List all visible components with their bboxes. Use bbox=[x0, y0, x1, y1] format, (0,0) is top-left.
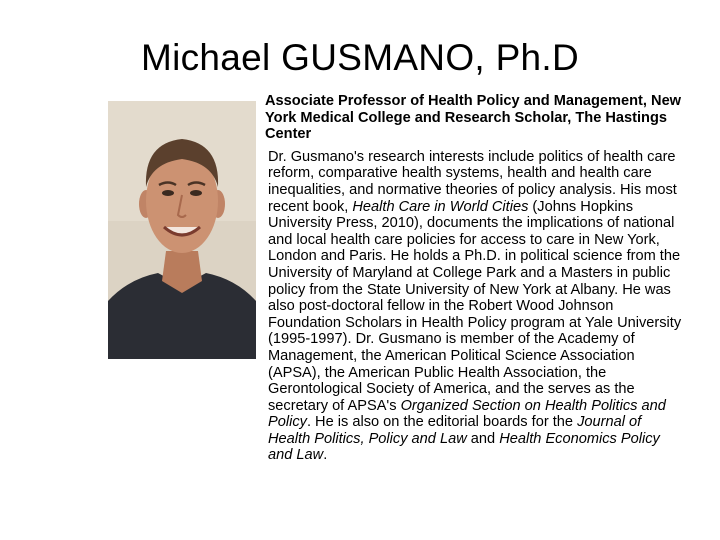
bio-text: . He is also on the editorial boards for the bbox=[306, 414, 578, 431]
bio-text: Dr. Gusmano's research interests include politics of health care reform, comparative health systems, health and health care inequalities, and normative theories of policy analysis. His most recent book, bbox=[268, 148, 677, 215]
journal2-title: Health Economics Policy and Law bbox=[268, 430, 660, 464]
bio-text: (Johns Hopkins University Press, 2010), documents the implications of national and local health care policies for access to care in New York, London and Paris. He holds a Ph.D. in political science from the University of Maryland at College Park and a Masters in public policy from the State University of New York at Albany. He was also post-doctoral fellow in the Robert Wood Johnson Foundation Scholars in Health Policy program at Yale University (1995-1997). Dr. Gusmano is member of the Academy of Management, the American Political Science Association (APSA), the American Public Health Association, the Gerontological Society of America, and the serves as the secretary of APSA's bbox=[268, 198, 682, 414]
bio-paragraph bbox=[265, 149, 683, 464]
bio-text: . bbox=[323, 447, 328, 464]
journal-title: Journal of Health Politics, Policy and Law bbox=[268, 414, 642, 447]
book-title: Health Care in World Cities bbox=[352, 198, 529, 215]
portrait-photo bbox=[108, 101, 256, 359]
slide-title: Michael GUSMANO, Ph.D bbox=[140, 37, 580, 78]
portrait-photo-icon bbox=[108, 101, 256, 359]
bio-text: and bbox=[466, 430, 500, 447]
body-text bbox=[265, 93, 683, 464]
slide-subtitle: Associate Professor of Health Policy and Management, New York Medical College and Research Scholar, The Hastings Center bbox=[265, 93, 682, 143]
section-title: Organized Section on Health Politics and Policy bbox=[268, 397, 666, 431]
